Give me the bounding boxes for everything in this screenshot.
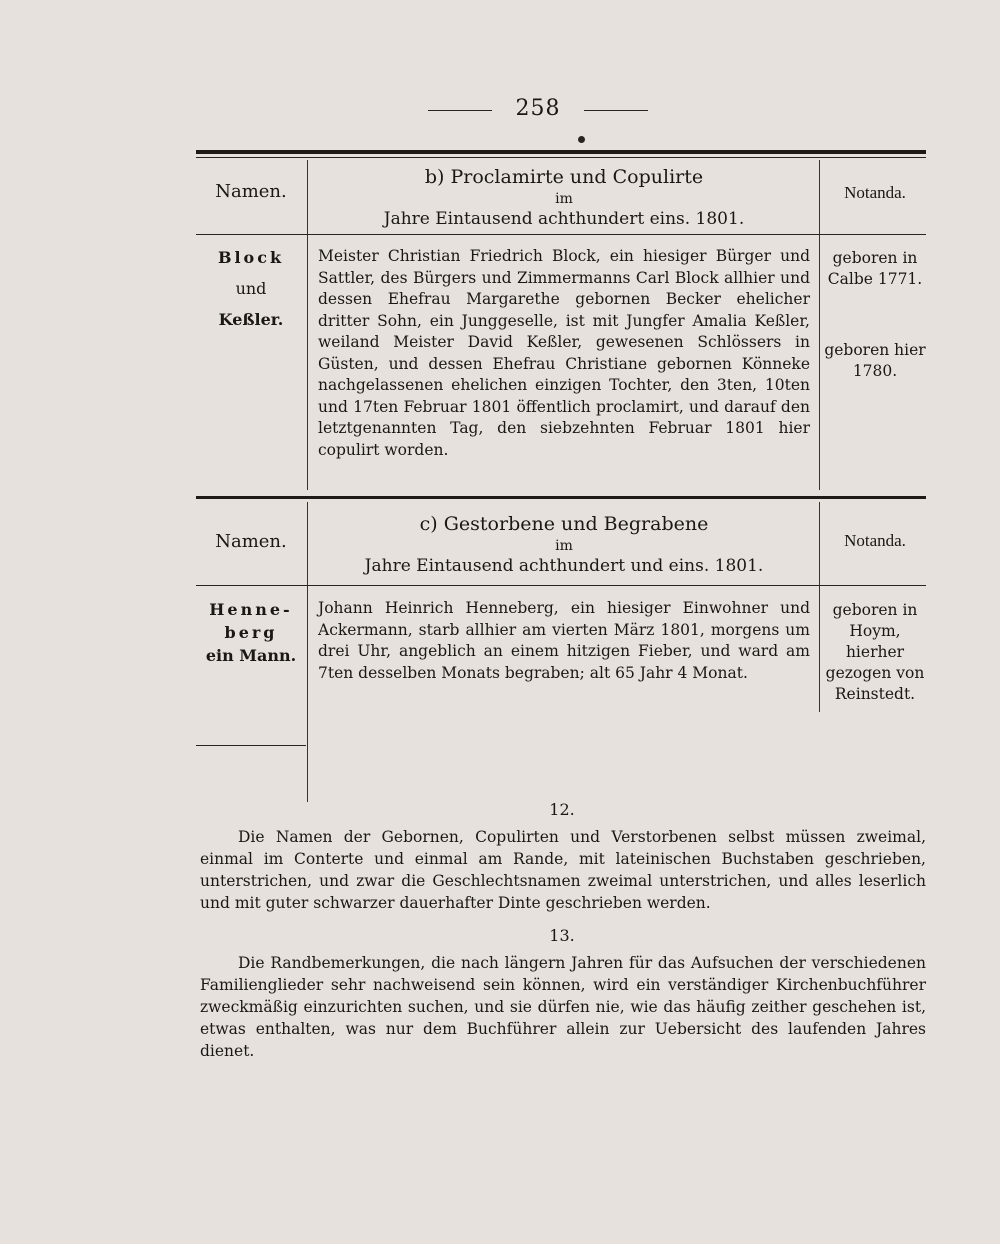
table-c-title-line2: im (555, 537, 573, 554)
table-b-title-line1: b) Proclamirte und Copulirte (424, 166, 704, 188)
section-13-text: Die Randbemerkungen, die nach längern Jahren für das Aufsuchen der verschiedenen Familienglieder sehr nachweisend sein können, wird ein verständiger Kirchenbuchführer zweckmäßig einzurichten suchen, und sie dürfen nie, wie das häufig zeither geschehen ist, etwas enthalten, was nur dem Buchführer allein zur Uebersicht des laufenden Jahres dienet. (200, 954, 926, 1060)
section-12-text: Die Namen der Gebornen, Copulirten und Verstorbenen selbst müssen zweimal, einmal im Conterte und einmal am Rande, mit lateinischen Buchstaben geschrieben, unterstrichen, und zwar die Geschlechtsnamen zweimal unterstrichen, und alles leserlich und mit guter schwarzer dauerhafter Dinte geschrieben werden. (200, 828, 926, 912)
table-c-notanda-header: Notanda. (844, 531, 906, 550)
table-c-name-3: ein Mann. (205, 646, 297, 666)
table-b-name-3: Keßler. (218, 310, 284, 330)
table-c-header-rule (196, 585, 926, 586)
table-b-top-rule (196, 150, 926, 154)
table-b-title-line3: Jahre Eintausend achthundert eins. 1801. (383, 208, 745, 229)
table-b-entry-text: Meister Christian Friedrich Block, ein hiesiger Bürger und Sattler, des Bürgers und Zimmermanns Carl Block allhier und dessen Ehefrau Margarethe gebornen Becker ehelicher dritter Sohn, ein Junggeselle, ist mit Jungfer Amalia Keßler, weiland Meister David Keßler, gewesenen Schlössers in Güsten, und dessen Ehefrau Christiane gebornen Könneke nachgelassenen ehelichen einzigen Tochter, den 3ten, 10ten und 17ten Februar 1801 öffentlich proclamirt, und darauf den letztgenannten Tag, den siebzehnten Februar 1801 hier copulirt worden. (318, 247, 810, 459)
table-b-notanda-2: geboren hier 1780. (824, 341, 926, 380)
table-b-names (196, 246, 306, 332)
table-c-top-rule (196, 496, 926, 499)
table-c-title-line1: c) Gestorbene und Begrabene (419, 513, 709, 535)
table-c-title-line3: Jahre Eintausend achthundert und eins. 1801. (364, 555, 764, 576)
table-b-col-divider-2 (819, 160, 820, 490)
table-b-name-1: Block (217, 248, 285, 267)
table-c-entry-text: Johann Heinrich Henneberg, ein hiesiger Einwohner und Ackermann, starb allhier am vierten März 1801, morgens um drei Uhr, angeblich an einem hitzigen Fieber, und ward am 7ten desselben Monats begraben; alt 65 Jahr 4 Monat. (318, 599, 810, 682)
table-b-name-2: und (235, 279, 267, 299)
table-b-top-rule-thin (196, 157, 926, 158)
table-b-title (310, 165, 818, 230)
table-c-notanda: geboren in Hoym, hierher gezogen von Reinstedt. (825, 601, 925, 703)
table-c-name-2: berg (224, 623, 278, 643)
table-b-header-rule (196, 234, 926, 235)
table-b-title-line2: im (555, 190, 573, 207)
table-c-title (310, 512, 818, 577)
table-c-name-header: Namen. (215, 531, 287, 552)
ornament-dot (578, 136, 585, 143)
table-b-col-divider-1 (307, 160, 308, 490)
table-c-name-1: Henne- (209, 600, 293, 619)
table-c-names (196, 598, 306, 668)
table-b-notanda-header: Notanda. (844, 183, 906, 202)
table-b-name-header: Namen. (215, 181, 287, 202)
section-12-number: 12. (549, 800, 575, 819)
table-c-col-divider-2 (819, 502, 820, 712)
table-c-name-rule (196, 745, 306, 746)
section-13-number: 13. (549, 926, 575, 945)
page-number: 258 (448, 96, 628, 121)
table-c-col-divider-1 (307, 502, 308, 802)
table-b-notanda-1: geboren in Calbe 1771. (827, 249, 923, 288)
